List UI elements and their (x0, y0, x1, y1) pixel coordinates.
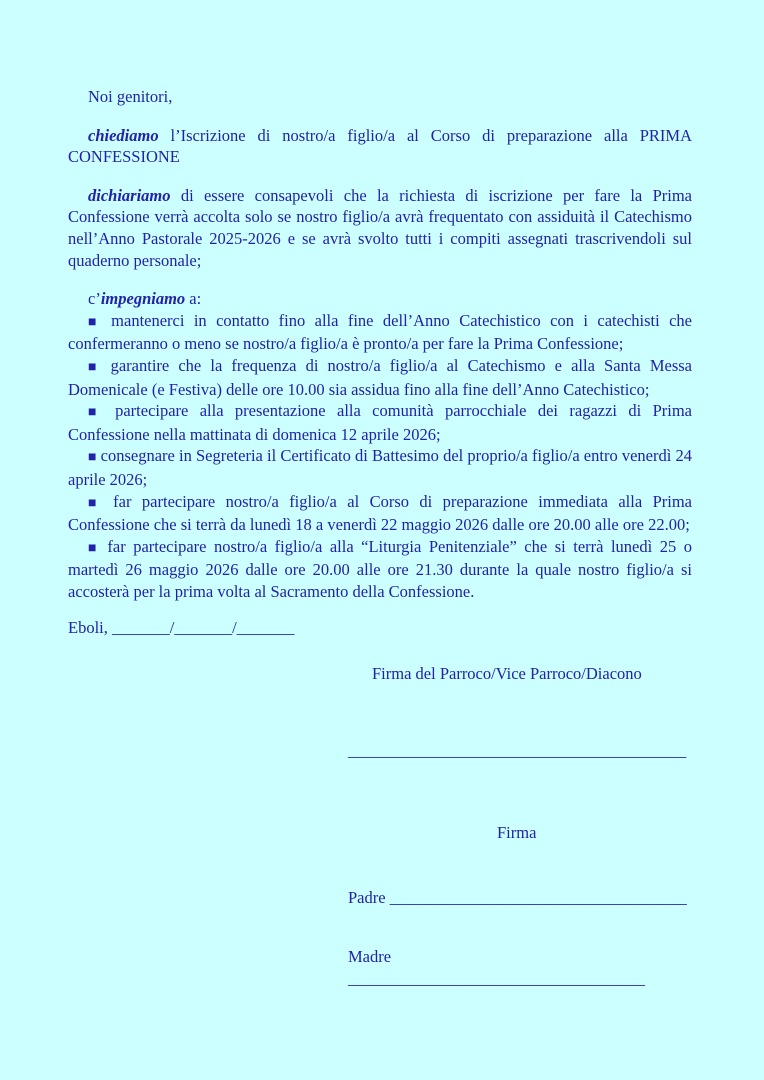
commitment-item-6 (68, 536, 692, 603)
request-keyword: chiediamo (88, 125, 159, 145)
commitment-prefix: c’ (88, 289, 101, 309)
commitment-item-text: consegnare in Segreteria il Certificato di Battesimo del proprio/a figlio/a entro venerdì 24 aprile 2026; (68, 446, 692, 489)
commitment-item-4 (68, 445, 692, 490)
declaration-paragraph (68, 185, 692, 271)
signature-heading: Firma (497, 823, 537, 843)
commitment-intro (68, 288, 692, 310)
bullet-square-icon: ■ (88, 405, 104, 421)
commitment-item-text: far partecipare nostro/a figlio/a al Corso di preparazione immediata alla Prima Confessione che si terrà da lunedì 18 a venerdì 22 maggio 2026 dalle ore 20.00 alle ore 22.00; (68, 491, 693, 535)
father-label: Padre (348, 887, 386, 907)
bullet-square-icon: ■ (88, 314, 102, 330)
father-signature-line: ____________________________________ (385, 887, 687, 907)
request-text: l’Iscrizione di nostro/a figlio/a al Corso di preparazione alla PRIMA CONFESSIONE (68, 125, 692, 167)
commitment-keyword: impegniamo (100, 289, 186, 309)
declaration-text: di essere consapevoli che la richiesta di iscrizione per fare la Prima Confessione verrà accolta solo se nostro figlio/a avrà frequentato con assiduità il Catechismo nell’Anno Pastorale 2025-2026 e se avrà svolto tutti i compiti assegnati trascrivendoli sul quaderno personale; (68, 185, 692, 270)
mother-signature-row (348, 946, 692, 989)
commitment-item-text: mantenerci in contatto fino alla fine dell’Anno Catechistico con i catechisti che confermeranno o meno se nostro/a figlio/a è pronto/a per fare la Prima Confessione; (68, 310, 692, 354)
bullet-square-icon: ■ (88, 540, 100, 556)
parish-signature-line: _________________________________________ (348, 740, 687, 760)
place-date-line: Eboli, _______/_______/_______ (68, 618, 295, 638)
commitment-suffix: a: (185, 289, 202, 309)
request-paragraph (68, 125, 692, 168)
commitment-item-5 (68, 491, 692, 536)
commitment-item-text: partecipare alla presentazione alla comunità parrocchiale dei ragazzi di Prima Confessione nella mattinata di domenica 12 aprile 2026; (68, 401, 693, 444)
commitment-item-text: garantire che la frequenza di nostro/a figlio/a al Catechismo e alla Santa Messa Domenicale (e Festiva) delle ore 10.00 sia assidua fino alla fine dell’Anno Catechistico; (68, 355, 692, 399)
bullet-square-icon: ■ (88, 495, 103, 511)
declaration-keyword: dichiariamo (88, 185, 171, 205)
commitment-item-2 (68, 355, 692, 400)
father-signature-row (348, 887, 692, 909)
bullet-square-icon: ■ (88, 359, 102, 375)
bullet-square-icon: ■ (88, 450, 97, 466)
commitment-item-1 (68, 310, 692, 355)
parish-signature-label: Firma del Parroco/Vice Parroco/Diacono (372, 664, 642, 684)
opening-line: Noi genitori, (88, 87, 173, 106)
mother-label: Madre (348, 947, 392, 967)
mother-signature-line: ____________________________________ (348, 969, 645, 989)
commitment-item-3 (68, 400, 692, 445)
commitment-item-text: far partecipare nostro/a figlio/a alla “Liturgia Penitenziale” che si terrà lunedì 25 o martedì 26 maggio 2026 dalle ore 20.00 alle ore 21.30 durante la quale nostro figlio/a si accosterà per la prima volta al Sacramento della Confessione. (68, 536, 692, 601)
